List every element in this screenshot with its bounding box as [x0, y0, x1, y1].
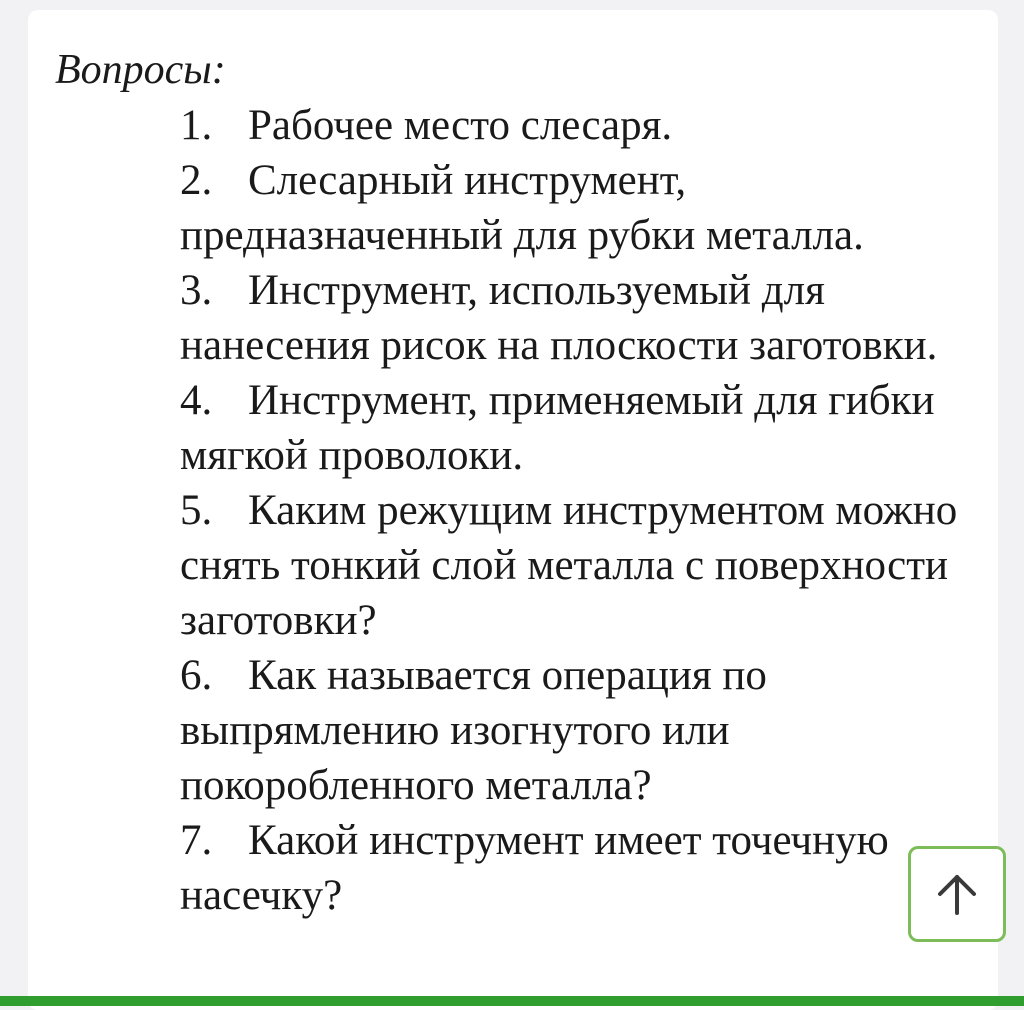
- question-number: 6.: [180, 652, 213, 699]
- question-item-1: [180, 98, 970, 153]
- questions-heading: Вопросы:: [55, 47, 226, 93]
- question-text: Инструмент, применяемый для гибки мягкой проволоки.: [180, 377, 935, 479]
- question-item-3: [180, 263, 970, 373]
- question-number: 2.: [180, 157, 213, 204]
- question-text: Какой инструмент имеет точечную насечку?: [180, 817, 889, 919]
- question-text: Каким режущим инструментом можно снять тонкий слой металла с поверхности заготовки?: [180, 487, 958, 644]
- question-text: Слесарный инструмент, предназначенный для рубки металла.: [180, 157, 864, 259]
- question-item-5: [180, 483, 970, 648]
- question-number: 3.: [180, 267, 213, 314]
- bottom-accent-bar: [0, 996, 1024, 1006]
- question-item-7: [180, 813, 970, 923]
- question-item-2: [180, 153, 970, 263]
- arrow-up-icon: [934, 871, 980, 917]
- scroll-to-top-button[interactable]: [908, 846, 1006, 942]
- question-item-4: [180, 373, 970, 483]
- question-number: 5.: [180, 487, 213, 534]
- question-text: Инструмент, используемый для нанесения рисок на плоскости заготовки.: [180, 267, 938, 369]
- question-number: 4.: [180, 377, 213, 424]
- question-text: Рабочее место слесаря.: [248, 102, 673, 149]
- question-text: Как называется операция по выпрямлению изогнутого или покоробленного металла?: [180, 652, 767, 809]
- questions-list: [180, 98, 970, 923]
- question-number: 1.: [180, 102, 213, 149]
- question-number: 7.: [180, 817, 213, 864]
- question-item-6: [180, 648, 970, 813]
